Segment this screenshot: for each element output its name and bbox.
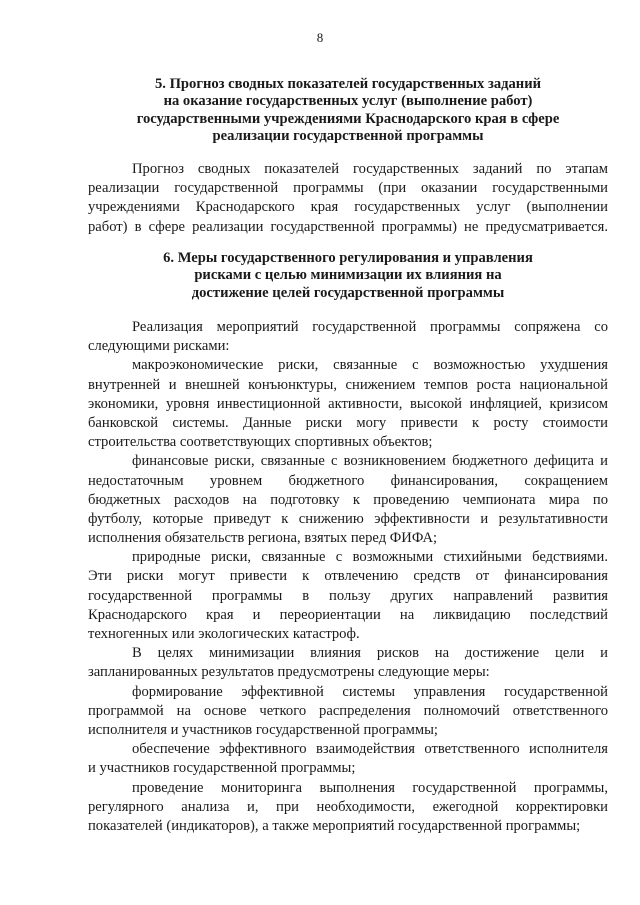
text-line: проведение мониторинга выполнения государственной программы,	[132, 779, 608, 796]
text-line: строительства соответствующих спортивных объектов;	[88, 434, 433, 451]
text-line: регулярного анализа и, при необходимости, ежегодной корректировки	[88, 798, 608, 815]
text-line: программой на основе четкого распределения полномочий ответственного	[88, 702, 608, 719]
text-line: исполнения обязательств региона, взятых перед ФИФА;	[88, 530, 438, 547]
heading-line: на оказание государственных услуг (выполнение работ)	[163, 93, 533, 110]
text-line: В целях минимизации влияния рисков на достижение цели и	[132, 645, 608, 662]
text-line: Реализация мероприятий государственной программы сопряжена со	[132, 319, 608, 335]
text-line: работ) в сфере реализации государственной программы) не предусматривается.	[88, 218, 608, 235]
heading-line: 6. Меры государственного регулирования и управления	[163, 250, 533, 266]
heading-line: 5. Прогноз сводных показателей государственных заданий	[154, 76, 542, 92]
section-6-heading	[88, 250, 608, 302]
heading-line: рисками с целью минимизации их влияния на	[194, 267, 502, 284]
text-line: природные риски, связанные с возможными стихийными бедствиями.	[132, 549, 608, 566]
text-line: учреждениями Краснодарского края государственных услуг (выполнении	[88, 199, 608, 216]
text-line: банковской системы. Данные риски могу привести к росту стоимости	[88, 414, 608, 431]
text-line: макроэкономические риски, связанные с возможностью ухудшения	[132, 357, 608, 374]
text-line: финансовые риски, связанные с возникновением бюджетного дефицита и	[132, 453, 608, 470]
text-line: бюджетных расходов на подготовку к проведению чемпионата мира по	[88, 491, 608, 508]
text-line: техногенных или экологических катастроф.	[88, 626, 360, 642]
text-line: и участников государственной программы;	[88, 760, 356, 777]
text-line: Краснодарского края и переориентации на ликвидацию последствий	[88, 606, 608, 623]
section-6-body	[88, 318, 608, 836]
text-line: государственной программы в пользу других направлений развития	[88, 587, 608, 604]
heading-line: достижение целей государственной программы	[191, 284, 505, 301]
section-5-paragraph	[88, 160, 608, 237]
text-line: экономики, уровня инвестиционной активности, высокой инфляцией, кризисом	[88, 395, 608, 412]
text-line: Прогноз сводных показателей государственных заданий по этапам	[132, 161, 608, 177]
text-line: исполнителя и участников государственной программы;	[88, 721, 438, 738]
text-line: формирование эффективной системы управления государственной	[132, 683, 608, 700]
heading-line: государственными учреждениями Краснодарского края в сфере	[136, 110, 560, 127]
text-line: внутренней и внешней конъюнктуры, снижением темпов роста национальной	[88, 376, 608, 393]
text-line: следующими рисками:	[88, 338, 230, 355]
text-line: недостаточным уровнем бюджетного финансирования, сокращением	[88, 472, 608, 489]
section-5-heading	[88, 76, 608, 146]
page-number: 8	[316, 30, 324, 45]
heading-line: реализации государственной программы	[212, 128, 484, 145]
text-line: футболу, которые приведут к снижению эффективности и результативности	[88, 510, 608, 527]
text-line: обеспечение эффективного взаимодействия ответственного исполнителя	[132, 741, 608, 758]
text-line: показателей (индикаторов), а также мероприятий государственной программы;	[88, 817, 581, 834]
text-line: реализации государственной программы (при оказании государственными	[88, 180, 608, 197]
text-line: Эти риски могут привести к отвлечению средств от финансирования	[88, 568, 608, 585]
text-line: запланированных результатов предусмотрены следующие меры:	[88, 664, 490, 681]
